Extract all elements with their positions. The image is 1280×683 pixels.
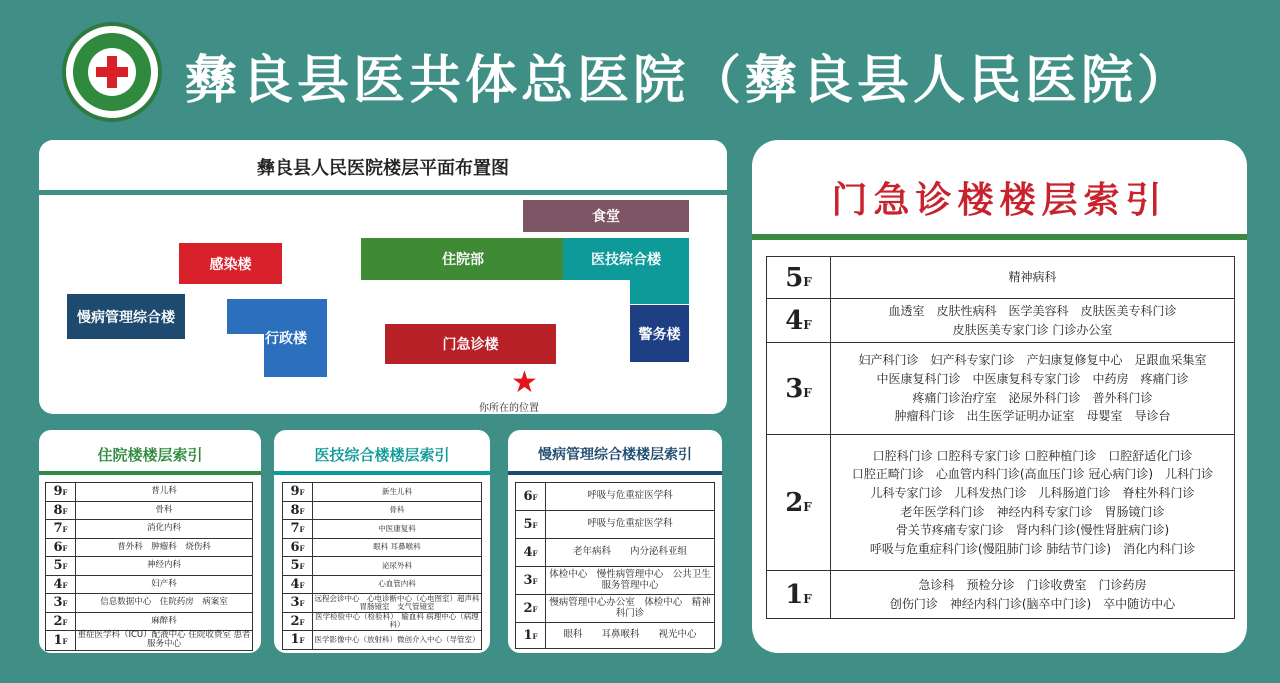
floor-number xyxy=(46,631,76,651)
floor-suffix: F xyxy=(62,506,68,516)
floor-number xyxy=(283,501,313,520)
floor-number xyxy=(283,538,313,557)
floor-number-value: 8 xyxy=(290,502,300,518)
floor-suffix: F xyxy=(299,636,305,646)
floor-suffix: F xyxy=(299,562,305,572)
floor-departments: 呼吸与危重症医学科 xyxy=(546,483,715,511)
chronic-index-panel xyxy=(508,430,722,653)
floor-number xyxy=(283,612,313,631)
floor-number-value: 2 xyxy=(290,613,300,629)
floor-suffix: F xyxy=(299,617,305,627)
logo-ring xyxy=(73,33,151,111)
floor-departments: 骨科 xyxy=(76,501,253,520)
floor-number-value: 1 xyxy=(785,579,804,610)
chronic-floor-table xyxy=(515,482,715,649)
floor-row xyxy=(283,483,482,502)
floor-number xyxy=(46,501,76,520)
floor-number xyxy=(46,612,76,631)
floor-number-value: 6 xyxy=(290,539,300,555)
medtech-index-title: 医技综合楼楼层索引 xyxy=(314,446,450,464)
floor-departments: 老年病科 内分泌科亚组 xyxy=(546,539,715,567)
divider xyxy=(752,234,1247,240)
floor-number-value: 6 xyxy=(523,489,533,504)
floor-row xyxy=(283,538,482,557)
floor-number-value: 5 xyxy=(290,558,300,574)
floor-departments: 慢病管理中心办公室 体检中心 精神科门诊 xyxy=(546,595,715,623)
floor-row xyxy=(767,299,1235,343)
floor-suffix: F xyxy=(299,525,305,535)
floor-departments: 呼吸与危重症医学科 xyxy=(546,511,715,539)
medtech-floor-table xyxy=(282,482,487,650)
floor-departments: 医学影像中心（放射科）微创介入中心（导管室） xyxy=(313,631,482,650)
floor-number xyxy=(46,575,76,594)
floor-suffix: F xyxy=(299,543,305,553)
building-medtech[interactable]: 医技综合楼 xyxy=(563,238,689,280)
divider xyxy=(508,471,722,475)
floor-departments: 眼科 耳鼻喉科 xyxy=(313,538,482,557)
floor-departments: 中医康复科 xyxy=(313,520,482,539)
floor-row xyxy=(46,520,253,539)
floor-number xyxy=(767,299,831,343)
floor-number xyxy=(516,623,546,649)
floor-number-value: 4 xyxy=(53,576,63,592)
medical-cross-icon xyxy=(88,48,136,96)
floor-number xyxy=(283,631,313,650)
building-chronic[interactable]: 慢病管理综合楼 xyxy=(67,294,185,339)
floor-row xyxy=(46,501,253,520)
floor-number xyxy=(767,571,831,619)
er-index-title: 门急诊楼楼层索引 xyxy=(831,180,1168,221)
floor-number xyxy=(46,538,76,557)
floor-number xyxy=(516,483,546,511)
floor-suffix: F xyxy=(299,599,305,609)
floor-row xyxy=(46,557,253,576)
floor-suffix: F xyxy=(62,562,68,572)
floor-number-value: 1 xyxy=(523,628,533,643)
floor-row xyxy=(767,343,1235,435)
floor-row xyxy=(283,501,482,520)
floor-number xyxy=(283,575,313,594)
floor-departments: 心血管内科 xyxy=(313,575,482,594)
floor-row xyxy=(516,595,715,623)
building-outpatient[interactable]: 门急诊楼 xyxy=(385,324,556,364)
floor-suffix: F xyxy=(62,580,68,590)
floor-row xyxy=(516,567,715,595)
floor-row xyxy=(46,594,253,613)
divider xyxy=(39,471,261,475)
floor-row xyxy=(516,511,715,539)
building-canteen[interactable]: 食堂 xyxy=(523,200,689,232)
floor-suffix: F xyxy=(803,317,812,332)
floor-departments: 妇产科 xyxy=(76,575,253,594)
floor-row xyxy=(767,257,1235,299)
floor-number-value: 2 xyxy=(785,487,804,518)
floor-suffix: F xyxy=(532,605,538,614)
floor-suffix: F xyxy=(532,577,538,586)
floor-number xyxy=(767,343,831,435)
floor-number xyxy=(283,557,313,576)
floor-departments: 体检中心 慢性病管理中心 公共卫生服务管理中心 xyxy=(546,567,715,595)
floor-number-value: 7 xyxy=(290,521,300,537)
floor-departments: 急诊科 预检分诊 门诊收费室 门诊药房 创伤门诊 神经内科门诊(脑卒中门诊) 卒中随访中心 xyxy=(831,571,1235,619)
you-are-here-label: 你所在的位置 xyxy=(479,403,539,414)
floor-suffix: F xyxy=(803,385,812,400)
floor-departments: 口腔科门诊 口腔科专家门诊 口腔种植门诊 口腔舒适化门诊 口腔正畸门诊 心血管内科门诊(高血压门诊 冠心病门诊) 儿科门诊 儿科专家门诊 儿科发热门诊 儿科肠道门诊 脊柱外科门诊 老年医学科门诊 神经内科专家门诊 胃肠镜门诊 骨关节疼痛专家门诊 肾内科门诊(慢性肾脏病门诊) 呼吸与危重症科门诊(慢阻肺门诊 肺结节门诊) 消化内科门诊 xyxy=(831,435,1235,571)
floor-row xyxy=(283,594,482,613)
hospital-logo-icon xyxy=(62,22,162,122)
floor-number-value: 5 xyxy=(523,517,533,532)
floor-suffix: F xyxy=(62,617,68,627)
inpatient-index-title: 住院楼楼层索引 xyxy=(97,446,203,464)
floor-row xyxy=(283,631,482,650)
admin-inner-notch xyxy=(227,334,264,377)
floor-suffix: F xyxy=(299,488,305,498)
floor-number-value: 2 xyxy=(53,613,63,629)
floor-suffix: F xyxy=(532,521,538,530)
divider xyxy=(39,190,727,195)
floor-row xyxy=(516,539,715,567)
floor-plan-title: 彝良县人民医院楼层平面布置图 xyxy=(257,158,509,179)
building-admin[interactable] xyxy=(227,299,327,377)
floor-departments: 普儿科 xyxy=(76,483,253,502)
floor-suffix: F xyxy=(299,506,305,516)
floor-suffix: F xyxy=(803,274,812,289)
you-are-here-star-icon: ★ xyxy=(511,365,538,400)
floor-number-value: 5 xyxy=(785,262,804,293)
floor-row xyxy=(516,483,715,511)
floor-number xyxy=(46,483,76,502)
building-infection[interactable]: 感染楼 xyxy=(179,243,282,284)
floor-departments: 妇产科门诊 妇产科专家门诊 产妇康复修复中心 足跟血采集室 中医康复科门诊 中医康复科专家门诊 中药房 疼痛门诊 疼痛门诊治疗室 泌尿外科门诊 普外科门诊 肿瘤科门诊 出生医学证明办证室 母婴室 导诊台 xyxy=(831,343,1235,435)
floor-number-value: 8 xyxy=(53,502,63,518)
page-title: 彝良县医共体总医院（彝良县人民医院） xyxy=(185,51,1194,111)
floor-row xyxy=(46,631,253,651)
floor-number xyxy=(46,557,76,576)
floor-plan-panel xyxy=(39,140,727,414)
floor-departments: 泌尿外科 xyxy=(313,557,482,576)
floor-row xyxy=(283,612,482,631)
floor-row xyxy=(516,623,715,649)
floor-departments: 普外科 肿瘤科 烧伤科 xyxy=(76,538,253,557)
floor-number xyxy=(516,539,546,567)
floor-number xyxy=(516,511,546,539)
floor-row xyxy=(767,435,1235,571)
floor-row xyxy=(767,571,1235,619)
inpatient-floor-table xyxy=(45,482,253,651)
floor-number-value: 9 xyxy=(53,484,63,500)
floor-number-value: 1 xyxy=(53,632,63,648)
floor-number-value: 7 xyxy=(53,521,63,537)
floor-suffix: F xyxy=(62,636,68,646)
floor-row xyxy=(46,612,253,631)
floor-number xyxy=(516,595,546,623)
floor-departments: 新生儿科 xyxy=(313,483,482,502)
floor-number xyxy=(767,257,831,299)
floor-suffix: F xyxy=(62,543,68,553)
floor-number-value: 6 xyxy=(53,539,63,555)
floor-departments: 骨科 xyxy=(313,501,482,520)
floor-departments: 精神病科 xyxy=(831,257,1235,299)
floor-suffix: F xyxy=(803,591,812,606)
floor-row xyxy=(283,520,482,539)
floor-departments: 远程会诊中心 心电诊断中心（心电图室）超声科 胃肠镜室 支气管镜室 xyxy=(314,593,487,611)
floor-suffix: F xyxy=(532,632,538,641)
floor-number xyxy=(283,483,313,502)
floor-suffix: F xyxy=(803,499,812,514)
building-inpatient[interactable]: 住院部 xyxy=(361,238,565,280)
floor-number xyxy=(283,594,313,613)
floor-suffix: F xyxy=(62,599,68,609)
floor-number-value: 9 xyxy=(290,484,300,500)
floor-number xyxy=(46,594,76,613)
floor-number-value: 3 xyxy=(290,595,300,611)
floor-row xyxy=(283,575,482,594)
floor-suffix: F xyxy=(62,488,68,498)
floor-number xyxy=(46,520,76,539)
floor-departments: 血透室 皮肤性病科 医学美容科 皮肤医美专科门诊 皮肤医美专家门诊 门诊办公室 xyxy=(831,299,1235,343)
floor-departments: 信息数据中心 住院药房 病案室 xyxy=(76,594,253,613)
floor-suffix: F xyxy=(62,525,68,535)
floor-number-value: 3 xyxy=(785,373,804,404)
floor-row xyxy=(46,483,253,502)
building-medtech-wing xyxy=(630,280,689,304)
chronic-index-title: 慢病管理综合楼楼层索引 xyxy=(538,447,692,463)
floor-number-value: 4 xyxy=(523,545,533,560)
floor-number-value: 3 xyxy=(523,573,533,588)
floor-number-value: 4 xyxy=(785,305,804,336)
floor-number-value: 3 xyxy=(53,595,63,611)
floor-number xyxy=(767,435,831,571)
medtech-index-panel xyxy=(274,430,490,653)
floor-departments: 麻醉科 xyxy=(76,612,253,631)
inpatient-index-panel xyxy=(39,430,261,653)
floor-number-value: 1 xyxy=(290,632,300,648)
floor-departments: 重症医学科（ICU）配液中心 住院收费室 患者服务中心 xyxy=(77,630,251,650)
building-police[interactable]: 警务楼 xyxy=(630,305,689,362)
floor-number-value: 4 xyxy=(290,576,300,592)
floor-number-value: 2 xyxy=(523,601,533,616)
floor-suffix: F xyxy=(532,493,538,502)
building-admin-label: 行政楼 xyxy=(265,331,307,347)
floor-departments: 医学检验中心（检验科） 输血科 病理中心（病理科） xyxy=(313,612,482,631)
er-floor-table xyxy=(766,256,1235,619)
divider xyxy=(274,471,490,475)
floor-number xyxy=(516,567,546,595)
floor-suffix: F xyxy=(299,580,305,590)
floor-departments: 消化内科 xyxy=(76,520,253,539)
floor-departments: 神经内科 xyxy=(76,557,253,576)
floor-number xyxy=(283,520,313,539)
floor-row xyxy=(46,538,253,557)
floor-suffix: F xyxy=(532,549,538,558)
floor-row xyxy=(283,557,482,576)
floor-row xyxy=(46,575,253,594)
floor-number-value: 5 xyxy=(53,558,63,574)
floor-departments: 眼科 耳鼻喉科 视光中心 xyxy=(546,623,715,649)
er-index-panel xyxy=(752,140,1247,653)
